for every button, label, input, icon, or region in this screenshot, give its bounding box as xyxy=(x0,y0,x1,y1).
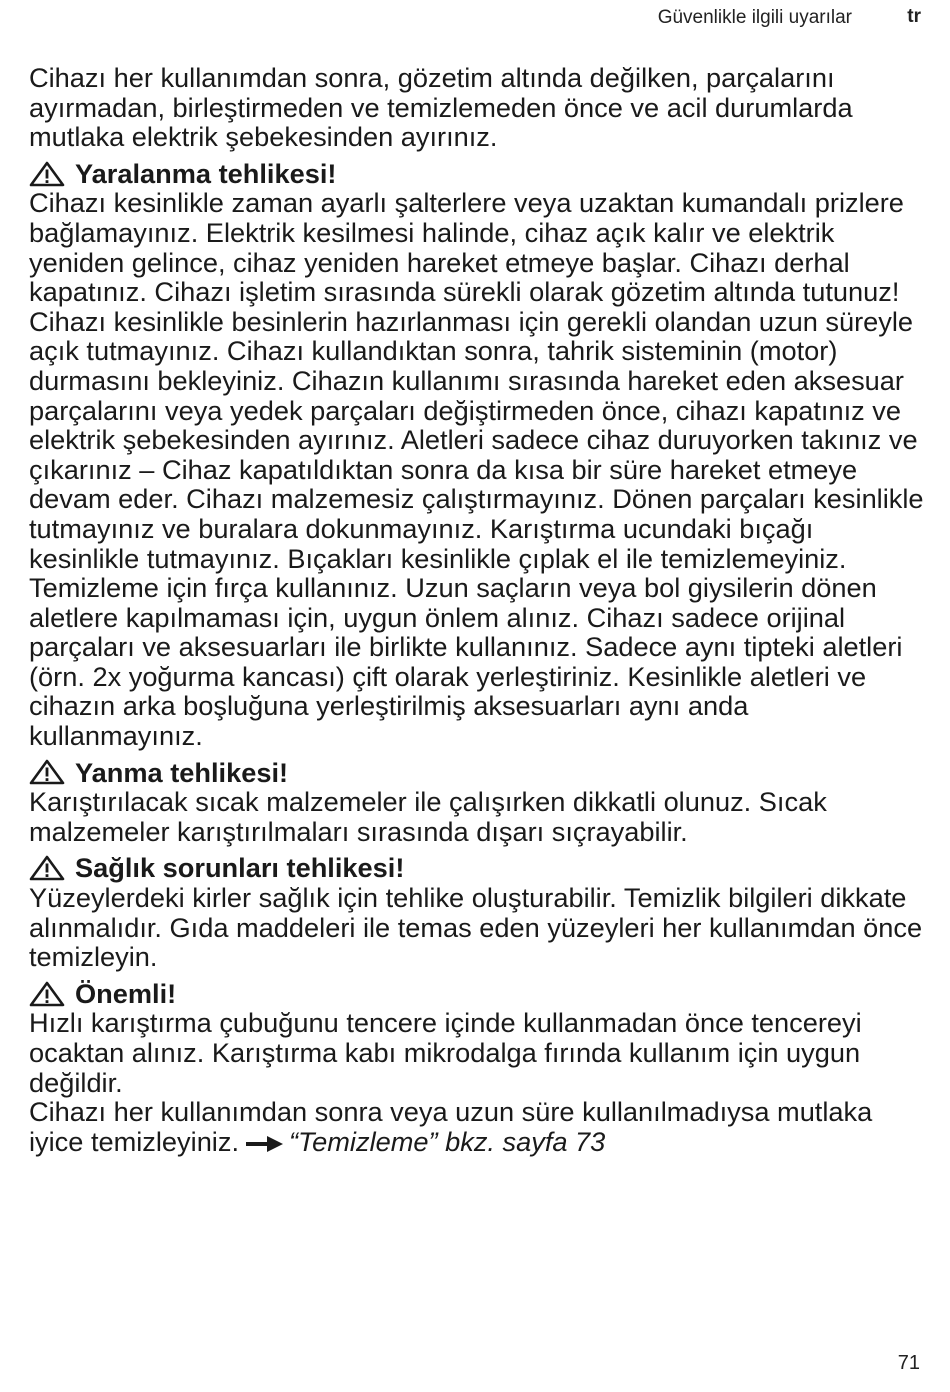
warning-title: Yaralanma tehlikesi! xyxy=(75,157,337,189)
warning-text-health: Yüzeylerdeki kirler sağlık için tehlike oluşturabilir. Temizlik bilgileri dikkate alınmalıdır. Gıda maddeleri ile temas eden yüzeyleri her kullanımdan önce temizleyin. xyxy=(29,882,923,973)
section-title: Güvenlikle ilgili uyarılar xyxy=(657,7,852,28)
warning-heading-important xyxy=(29,979,929,1009)
warning-triangle-icon xyxy=(29,759,65,785)
warning-title: Yanma tehlikesi! xyxy=(75,756,289,788)
closing-paragraph xyxy=(29,1097,929,1156)
warning-text-injury: Cihazı kesinlikle zaman ayarlı şalterlere veya uzaktan kumandalı prizlere bağlamayınız. Elektrik kesilmesi halinde, cihaz açık kalır ve elektrik yeniden gelince, cihaz yeniden hareket etmeye başlar. Cihazı derhal kapatınız. Cihazı işletim sırasında sürekli olarak gözetim altında tutunuz! Cihazı kesinlikle besinlerin hazırlanması için gerekli olandan uzun süreyle açık tutmayınız. Cihazı kullandıktan sonra, tahrik sisteminin (motor) durmasını bekleyiniz. Cihazın kullanımı sırasında hareket eden aksesuar parçalarını veya yedek parçaları değiştirmeden önce, cihazı kapatınız ve elektrik şebekesinden ayırınız. Aletleri sadece cihaz duruyorken takınız ve çıkarınız – Cihaz kapatıldıktan sonra da kısa bir süre hareket etmeye devam eder. Cihazı malzemesiz çalıştırmayınız. Dönen parçaları kesinlikle tutmayınız ve buralara dokunmayınız. Karıştırma ucundaki bıçağı kesinlikle tutmayınız. Bıçakları kesinlikle çıplak el ile temizlemeyiniz. Temizleme için fırça kullanınız. Uzun saçların veya bol giysilerin dönen aletlere kapılmaması için, uygun önlem alınız. Cihazı sadece orijinal parçaları ve aksesuarları ile birlikte kullanınız. Sadece aynı tipteki aletleri (örn. 2x yoğurma kancası) çift olarak yerleştiriniz. Kesinlikle aletleri ve cihazın arka boşluğuna yerleştirilmiş aksesuarları aynı anda kullanmayınız. xyxy=(29,187,924,752)
warning-triangle-icon xyxy=(29,855,65,881)
safety-instructions xyxy=(29,63,929,1156)
warning-heading-health xyxy=(29,853,929,883)
warning-title: Önemli! xyxy=(75,977,177,1009)
warning-heading-injury xyxy=(29,159,929,189)
warning-triangle-icon xyxy=(29,981,65,1007)
warning-heading-burn xyxy=(29,758,929,788)
arrow-right-icon xyxy=(245,1135,285,1153)
intro-paragraph: Cihazı her kullanımdan sonra, gözetim altında değilken, parçalarını ayırmadan, birleştirmeden ve temizlemeden önce ve acil durumlarda mutlaka elektrik şebekesinden ayırınız. xyxy=(29,62,853,153)
warning-triangle-icon xyxy=(29,161,65,187)
page-number: 71 xyxy=(897,1352,920,1374)
language-code: tr xyxy=(907,6,921,27)
warning-text-burn: Karıştırılacak sıcak malzemeler ile çalışırken dikkatli olunuz. Sıcak malzemeler karıştırılmaları sırasında dışarı sıçrayabilir. xyxy=(29,786,827,847)
closing-text: Cihazı her kullanımdan sonra veya uzun süre kullanılmadıysa mutlaka iyice temizleyiniz. xyxy=(29,1096,873,1157)
warning-text-important: Hızlı karıştırma çubuğunu tencere içinde kullanmadan önce tencereyi ocaktan alınız. Karıştırma kabı mikrodalga fırında kullanım için uygun değildir. xyxy=(29,1007,862,1098)
cross-reference-link[interactable]: “Temizleme” bkz. sayfa 73 xyxy=(289,1125,606,1157)
warning-title: Sağlık sorunları tehlikesi! xyxy=(75,852,405,884)
